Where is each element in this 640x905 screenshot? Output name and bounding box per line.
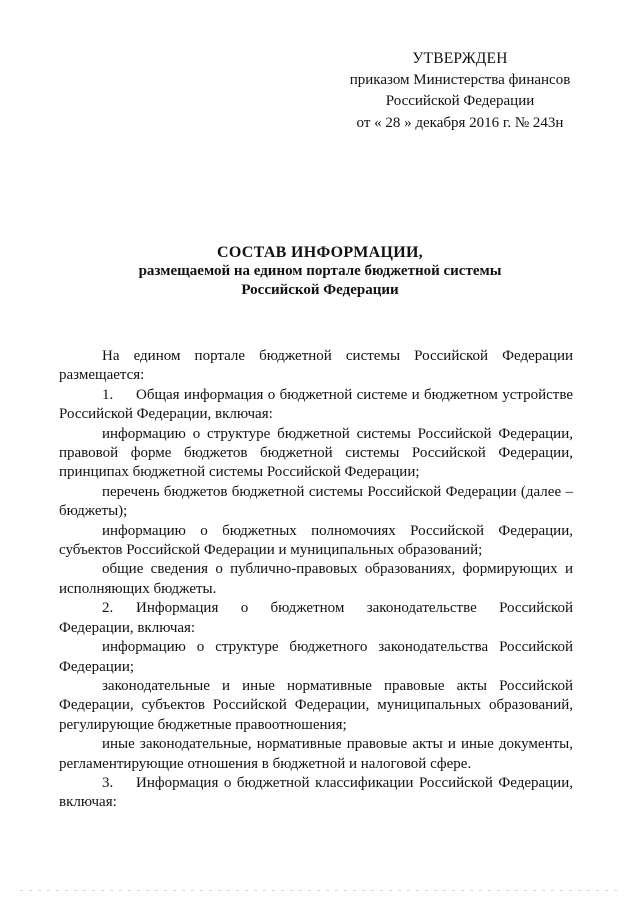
section-number: 2. [102,600,114,617]
paragraph-budget-powers: информацию о бюджетных полномочиях Российской Федерации, субъектов Российской Федерации и муниципальных образований; [59,522,573,559]
paragraph-intro: На едином портале бюджетной системы Российской Федерации размещается: [59,348,573,384]
section-number: 3. [102,774,114,791]
approval-heading: УТВЕРЖДЕН [412,50,508,67]
paragraph-structure-info: информацию о структуре бюджетной системы Российской Федерации, правовой форме бюджетов бюджетной системы Российской Федерации, принципах бюджетной системы Российской Федерации; [59,425,573,481]
approval-stamp [300,48,620,134]
paragraph-budget-list: перечень бюджетов бюджетной системы Российской Федерации (далее – бюджеты); [59,483,573,520]
paragraph-section-3 [59,774,573,813]
section-text: Информация о бюджетной классификации Российской Федерации, включая: [59,774,573,811]
paragraph-legal-acts: законодательные и иные нормативные правовые акты Российской Федерации, субъектов Российской Федерации, муниципальных образований, регулирующие бюджетные правоотношения; [59,677,573,733]
title-line-1: СОСТАВ ИНФОРМАЦИИ, [217,244,423,261]
section-text: Общая информация о бюджетной системе и бюджетном устройстве Российской Федерации, включая: [59,386,573,423]
paragraph-section-2 [59,599,573,638]
section-number: 1. [102,386,114,403]
paragraph-section-1 [59,386,573,425]
paragraph-other-documents: иные законодательные, нормативные правовые акты и иные документы, регламентирующие отношения в бюджетной и налоговой сфере. [59,736,573,772]
approval-authority-line: Российской Федерации [385,93,535,109]
paragraph-general-info: общие сведения о публично-правовых образованиях, формирующих и исполняющих бюджеты. [59,561,573,597]
title-line-2: размещаемой на едином портале бюджетной системы [138,263,502,279]
title-line-3: Российской Федерации [241,282,399,298]
scan-artifact-line [20,890,620,891]
document-title [60,243,580,300]
paragraph-legislation-structure: информацию о структуре бюджетного законодательства Российской Федерации; [59,639,573,675]
approval-order-line: приказом Министерства финансов [349,71,571,88]
approval-date-number: от « 28 » декабря 2016 г. № 243н [356,114,564,131]
document-body [59,347,573,813]
section-text: Информация о бюджетном законодательстве Российской Федерации, включая: [59,600,573,636]
